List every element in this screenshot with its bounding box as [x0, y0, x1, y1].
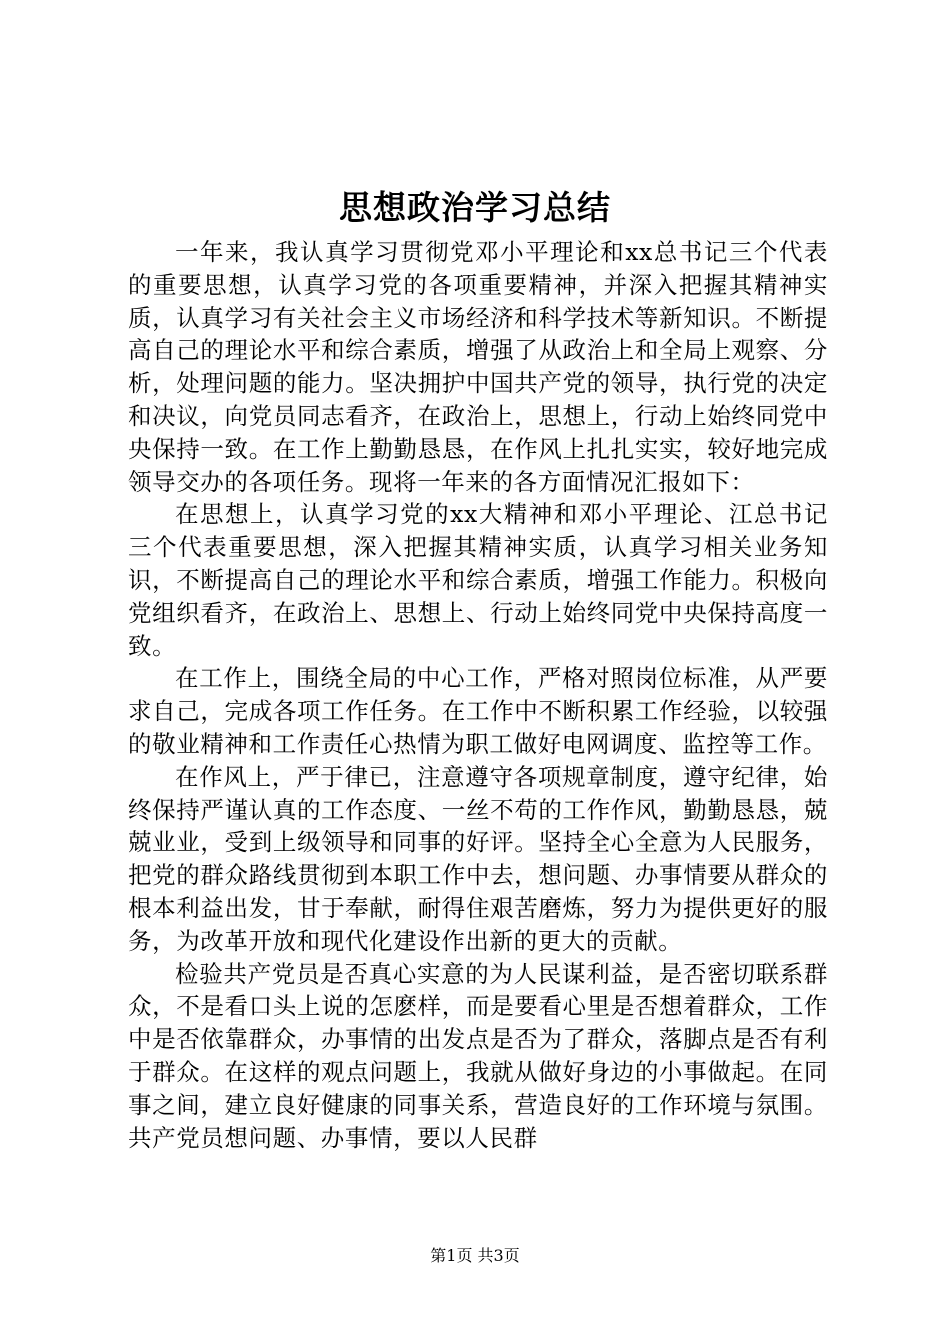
- paragraph-intro: 一年来，我认真学习贯彻党邓小平理论和xx总书记三个代表的重要思想，认真学习党的各项重要精神，并深入把握其精神实质，认真学习有关社会主义市场经济和科学技术等新知识。不断提高自己的理论水平和综合素质，增强了从政治上和全局上观察、分析，处理问题的能力。坚决拥护中国共产党的领导，执行党的决定和决议，向党员同志看齐，在政治上，思想上，行动上始终同党中央保持一致。在工作上勤勤恳恳，在作风上扎扎实实，较好地完成领导交办的各项任务。现将一年来的各方面情况汇报如下：: [128, 238, 828, 496]
- document-title: 思想政治学习总结: [339, 188, 611, 227]
- paragraph-work: 在工作上，围绕全局的中心工作，严格对照岗位标准，从严要求自己，完成各项工作任务。在工作中不断积累工作经验，以较强的敬业精神和工作责任心热情为职工做好电网调度、监控等工作。: [128, 664, 828, 758]
- paragraph-test: 检验共产党员是否真心实意的为人民谋利益，是否密切联系群众，不是看口头上说的怎麽样，而是要看心里是否想着群众，工作中是否依靠群众，办事情的出发点是否为了群众，落脚点是否有利于群众。在这样的观点问题上，我就从做好身边的小事做起。在同事之间，建立良好健康的同事关系，营造良好的工作环境与氛围。共产党员想问题、办事情，要以人民群: [128, 959, 828, 1152]
- page-footer: 第1页 共3页: [430, 1246, 520, 1265]
- paragraph-style: 在作风上，严于律已，注意遵守各项规章制度，遵守纪律，始终保持严谨认真的工作态度、一丝不苟的工作作风，勤勤恳恳，兢兢业业，受到上级领导和同事的好评。坚持全心全意为人民服务，把党的群众路线贯彻到本职工作中去，想问题、办事情要从群众的根本利益出发，甘于奉献，耐得住艰苦磨炼，努力为提供更好的服务，为改革开放和现代化建设作出新的更大的贡献。: [128, 762, 828, 955]
- document-body: [128, 236, 828, 1154]
- paragraph-thought: 在思想上，认真学习党的xx大精神和邓小平理论、江总书记三个代表重要思想，深入把握其精神实质，认真学习相关业务知识，不断提高自己的理论水平和综合素质，增强工作能力。积极向党组织看齐，在政治上、思想上、行动上始终同党中央保持高度一致。: [128, 500, 828, 660]
